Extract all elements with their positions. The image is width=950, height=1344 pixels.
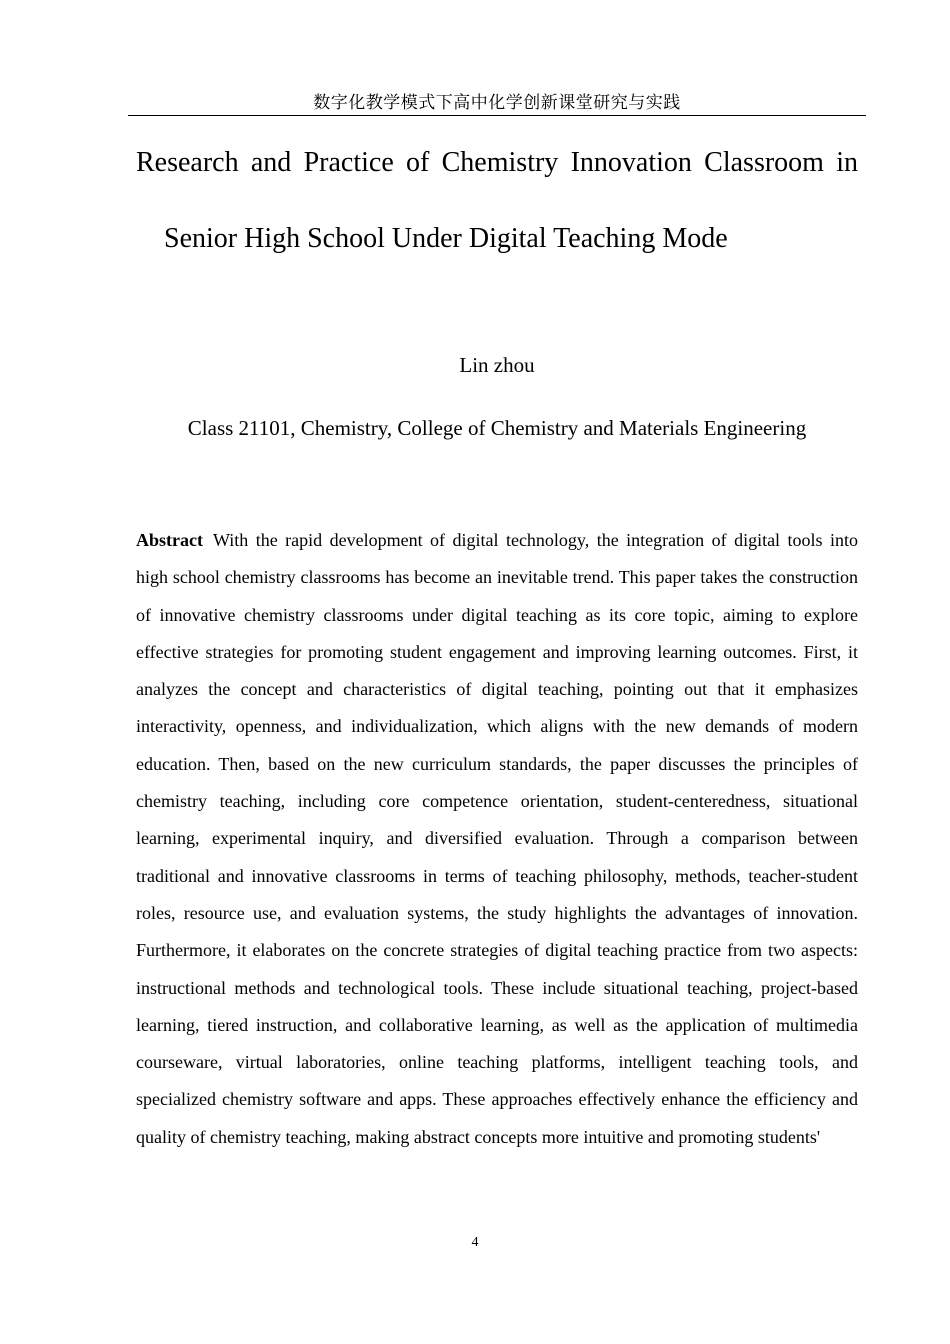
abstract-paragraph xyxy=(136,522,858,1202)
title-line-2: Senior High School Under Digital Teaching Mode xyxy=(164,223,728,254)
abstract-text: With the rapid development of digital technology, the integration of digital tools into high school chemistry classrooms has become an inevitable trend. This paper takes the construction of innovative chemistry classrooms under digital teaching as its core topic, aiming to explore effective strategies for promoting student engagement and improving learning outcomes. First, it analyzes the concept and characteristics of digital teaching, pointing out that it emphasizes interactivity, openness, and individualization, which aligns with the new demands of modern education. Then, based on the new curriculum standards, the paper discusses the principles of chemistry teaching, including core competence orientation, student-centeredness, situational learning, experimental inquiry, and diversified evaluation. Through a comparison between traditional and innovative classrooms in terms of teaching philosophy, methods, teacher-student roles, resource use, and evaluation systems, the study highlights the advantages of innovation. Furthermore, it elaborates on the concrete strategies of digital teaching practice from two aspects: instructional methods and technological tools. These include situational teaching, project-based learning, tiered instruction, and collaborative learning, as well as the application of multimedia courseware, virtual laboratories, online teaching platforms, intelligent teaching tools, and specialized chemistry software and apps. These approaches effectively enhance the efficiency and quality of chemistry teaching, making abstract concepts more intuitive and promoting students' xyxy=(136,530,858,1147)
abstract-label: Abstract xyxy=(136,530,203,550)
paper-title xyxy=(136,138,858,263)
running-header: 数字化教学模式下高中化学创新课堂研究与实践 xyxy=(313,93,681,113)
title-line-1: Research and Practice of Chemistry Innovation Classroom in xyxy=(136,147,858,178)
author-name: Lin zhou xyxy=(459,353,535,377)
author-affiliation: Class 21101, Chemistry, College of Chemistry and Materials Engineering xyxy=(187,416,807,440)
header-rule xyxy=(128,115,866,116)
page-number: 4 xyxy=(471,1235,479,1250)
